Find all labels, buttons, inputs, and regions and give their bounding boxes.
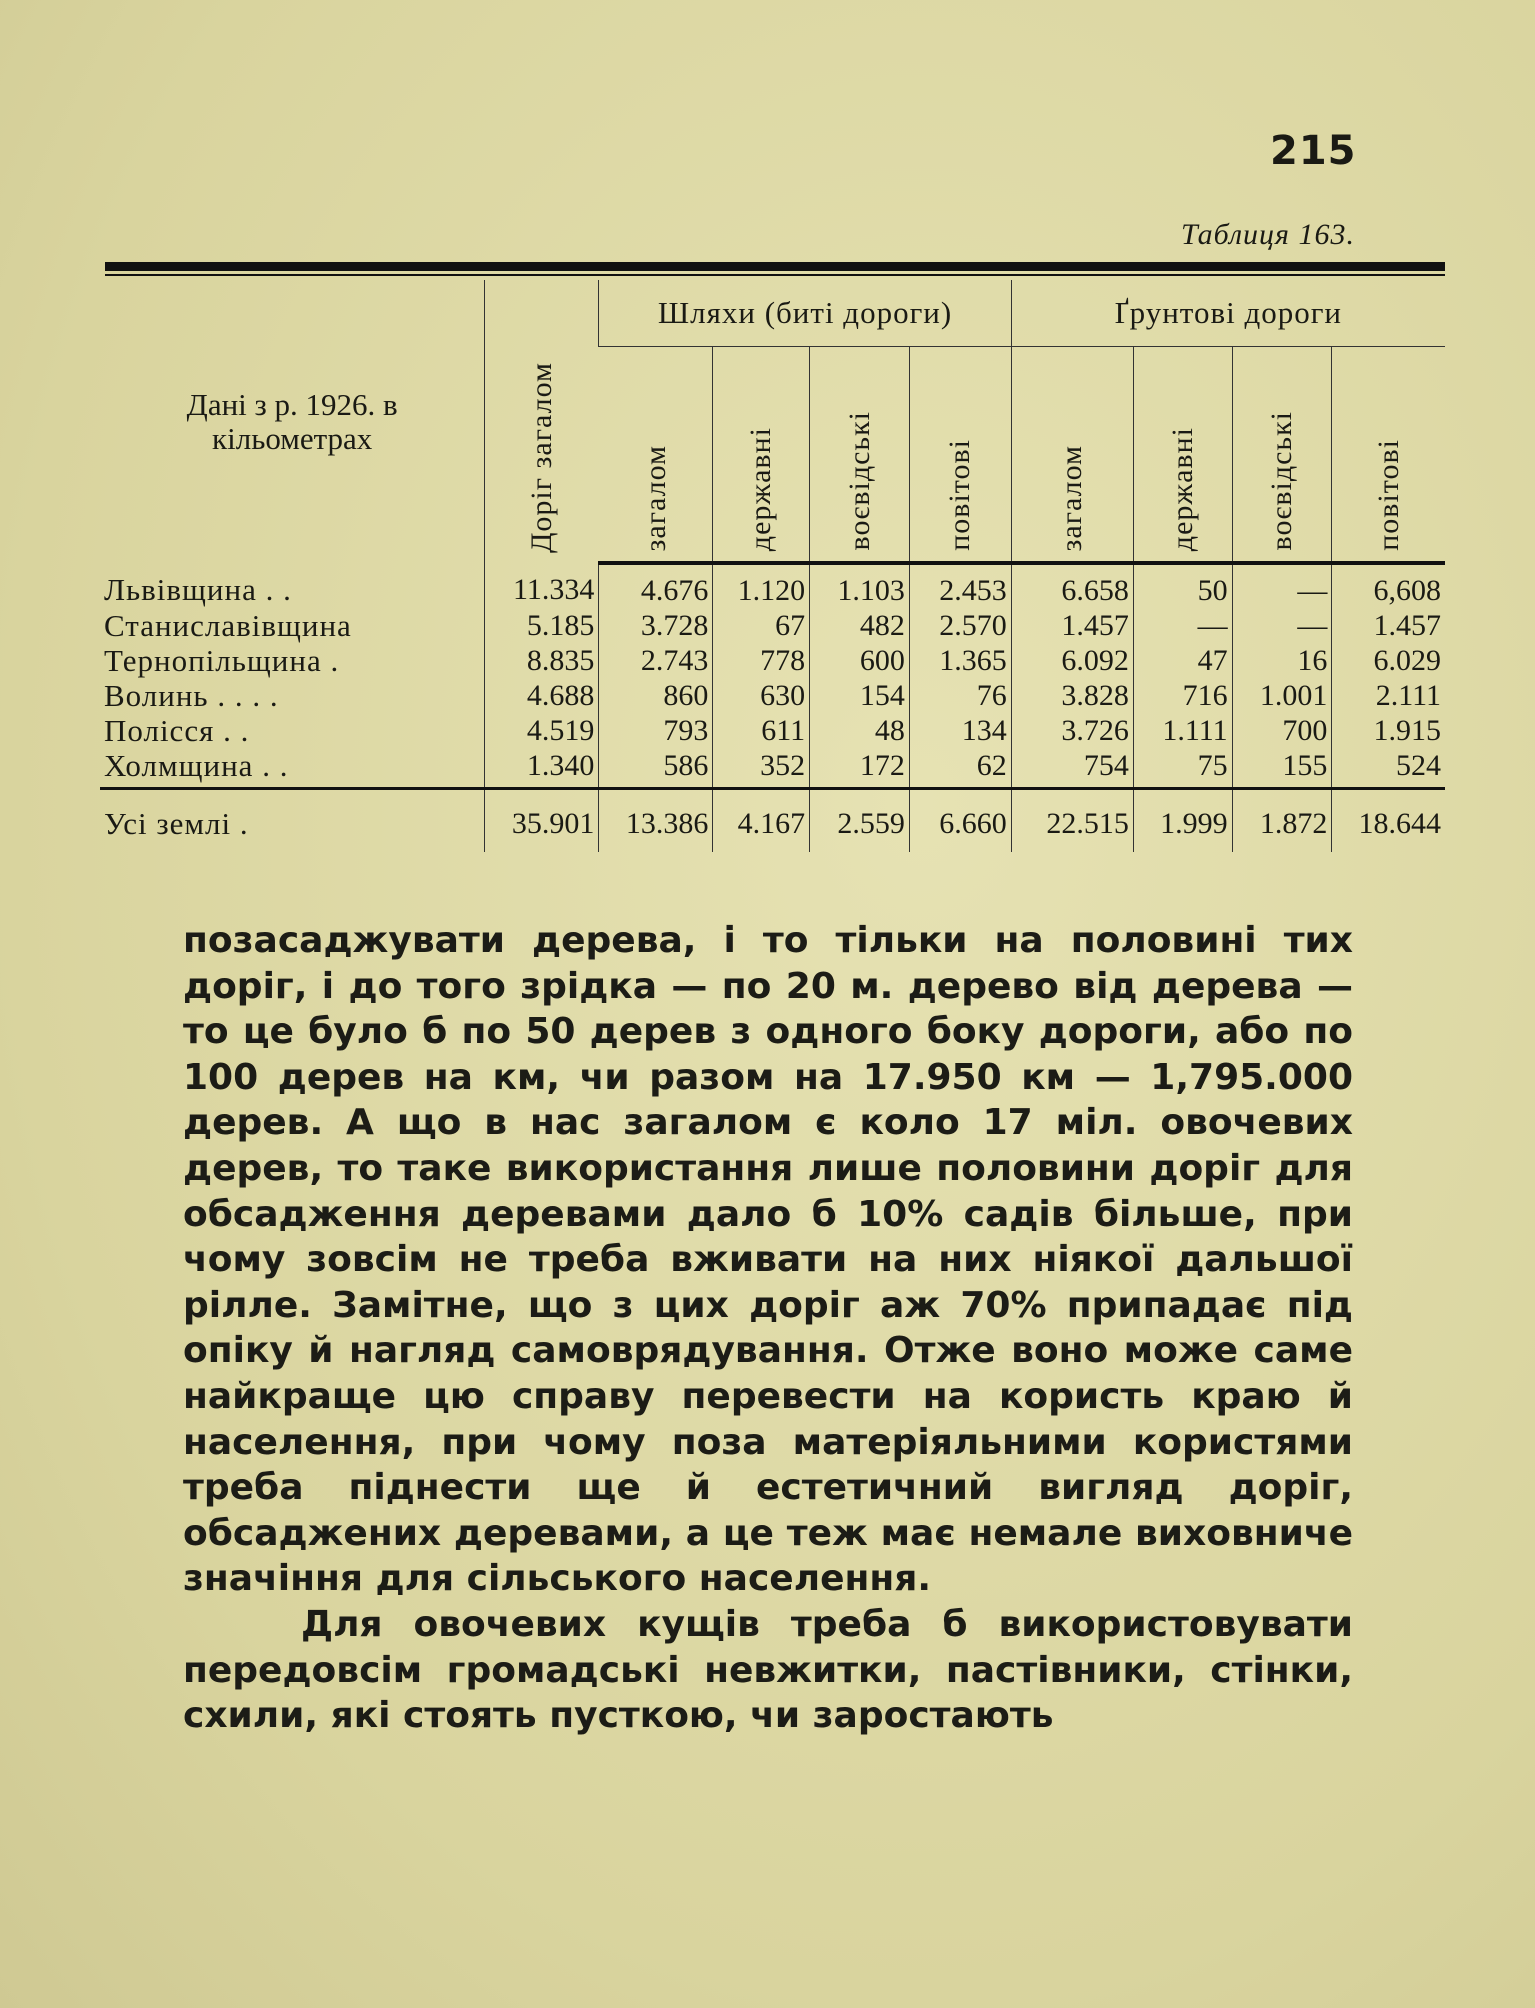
table-caption: Таблиця 163. <box>1181 218 1355 251</box>
table-cell: 482 <box>810 608 910 643</box>
table-cell: 586 <box>599 748 713 789</box>
total-column-label: Доріг загалом <box>524 361 558 553</box>
table-cell: — <box>1133 608 1232 643</box>
table-body <box>100 563 1445 789</box>
row-label <box>100 748 485 789</box>
table-header-row-1 <box>100 280 1445 347</box>
table-cell: 2.111 <box>1332 678 1445 713</box>
table-cell: 700 <box>1232 713 1332 748</box>
table-cell: 6.092 <box>1011 643 1133 678</box>
paragraph: позасаджувати дерева, і то тільки на половині тих доріг, і до того зрідка — по 20 м. дерево від дерева — то це було б по 50 дерев з одного боку дороги, або по 100 дерев на км, чи разом на 17.950 км — 1,795.000 дерев. А що в нас загалом є коло 17 міл. овочевих дерев, то таке використання лише половини доріг для обсадження деревами дало б 10% садів більше, при чому зовсім не треба вживати на них ніякої дальшої рілле. Замітне, що з цих доріг аж 70% припадає під опіку й нагляд самоврядування. Отже воно може саме найкраще цю справу перевести на користь краю й населення, при чому поза матеріяльними користями треба піднести ще й естетичний вигляд доріг, обсаджених деревами, а це теж має немале виховниче значіння для сільського населення. <box>183 920 1353 1600</box>
total-cell: 22.515 <box>1011 789 1133 853</box>
table-cell: 75 <box>1133 748 1232 789</box>
table-cell: 3.726 <box>1011 713 1133 748</box>
body-text <box>183 918 1353 1739</box>
table-cell: 2.570 <box>909 608 1011 643</box>
table-cell: 2.743 <box>599 643 713 678</box>
table-total-row <box>100 789 1445 853</box>
row-name: Холмщина <box>104 748 254 783</box>
table-cell: 5.185 <box>485 608 599 643</box>
table-cell: 600 <box>810 643 910 678</box>
table-row <box>100 643 1445 678</box>
total-cell: 13.386 <box>599 789 713 853</box>
subheader-label: державні <box>744 426 778 551</box>
row-name: Усі землі <box>104 806 232 841</box>
table-cell: 1.001 <box>1232 678 1332 713</box>
paved-subheader-voivodeship <box>810 347 910 564</box>
table-cell: 1.457 <box>1332 608 1445 643</box>
table-top-rule <box>105 262 1445 271</box>
table-cell: 524 <box>1332 748 1445 789</box>
subheader-label: воєвідські <box>842 411 876 551</box>
table-cell: 793 <box>599 713 713 748</box>
subheader-label: воєвідські <box>1265 411 1299 551</box>
table-cell: 1.340 <box>485 748 599 789</box>
row-name: Львівщина <box>104 572 257 607</box>
table-cell: 4.688 <box>485 678 599 713</box>
table-cell: 62 <box>909 748 1011 789</box>
table-cell: 4.676 <box>599 563 713 608</box>
total-cell: 4.167 <box>713 789 810 853</box>
table-cell: 754 <box>1011 748 1133 789</box>
table-cell: 1.365 <box>909 643 1011 678</box>
dirt-subheader-total <box>1011 347 1133 564</box>
table-cell: 16 <box>1232 643 1332 678</box>
table-cell: 6.658 <box>1011 563 1133 608</box>
row-leader-dots: . . <box>223 713 250 748</box>
row-label <box>100 608 485 643</box>
total-cell: 2.559 <box>810 789 910 853</box>
dirt-subheader-county <box>1332 347 1445 564</box>
table-cell: 8.835 <box>485 643 599 678</box>
table-row <box>100 748 1445 789</box>
road-statistics-table <box>100 280 1445 852</box>
paved-subheader-total <box>599 347 713 564</box>
row-label <box>100 563 485 608</box>
table-cell: — <box>1232 608 1332 643</box>
row-label <box>100 678 485 713</box>
dirt-subheader-voivodeship <box>1232 347 1332 564</box>
table-cell: 2.453 <box>909 563 1011 608</box>
row-name: Полісся <box>104 713 215 748</box>
subheader-label: загалом <box>638 444 672 551</box>
table-cell: 860 <box>599 678 713 713</box>
subheader-label: повітові <box>943 439 977 551</box>
total-cell: 18.644 <box>1332 789 1445 853</box>
total-cell: 1.999 <box>1133 789 1232 853</box>
total-row-label <box>100 789 485 853</box>
paved-subheader-state <box>713 347 810 564</box>
table-cell: 6.029 <box>1332 643 1445 678</box>
table-cell: 4.519 <box>485 713 599 748</box>
table-cell: 1.103 <box>810 563 910 608</box>
table-cell: 778 <box>713 643 810 678</box>
table-cell: 47 <box>1133 643 1232 678</box>
page-number: 215 <box>1270 128 1357 174</box>
row-label <box>100 713 485 748</box>
total-cell: 6.660 <box>909 789 1011 853</box>
table-cell: 172 <box>810 748 910 789</box>
table-cell: — <box>1232 563 1332 608</box>
table-cell: 48 <box>810 713 910 748</box>
row-leader-dots: . . <box>265 572 292 607</box>
row-leader-dots: . <box>239 806 249 841</box>
subheader-label: державні <box>1165 426 1199 551</box>
table-cell: 50 <box>1133 563 1232 608</box>
table-cell: 134 <box>909 713 1011 748</box>
table-cell: 3.828 <box>1011 678 1133 713</box>
table-cell: 11.334 <box>485 563 599 608</box>
dirt-roads-header: Ґрунтові дороги <box>1011 280 1445 347</box>
row-label <box>100 643 485 678</box>
row-name: Тернопільщина <box>104 643 322 678</box>
table-cell: 1.111 <box>1133 713 1232 748</box>
row-leader-dots: . . <box>262 748 289 783</box>
table-row <box>100 608 1445 643</box>
table-cell: 154 <box>810 678 910 713</box>
table-cell: 155 <box>1232 748 1332 789</box>
row-label-header: Дані з р. 1926. в кільометрах <box>186 386 398 456</box>
subheader-label: загалом <box>1055 444 1089 551</box>
table-cell: 630 <box>713 678 810 713</box>
table-row <box>100 563 1445 608</box>
subheader-label: повітові <box>1371 439 1405 551</box>
row-leader-dots: . <box>330 643 340 678</box>
paragraph: Для овочевих кущів треба б використовувати передовсім громадські невжитки, пастівники, стінки, схили, які стоять пусткою, чи заростають <box>183 1603 1353 1737</box>
row-leader-dots: . . . . <box>217 678 279 713</box>
dirt-subheader-state <box>1133 347 1232 564</box>
paved-subheader-county <box>909 347 1011 564</box>
row-name: Волинь <box>104 678 209 713</box>
table-cell: 3.728 <box>599 608 713 643</box>
total-cell: 35.901 <box>485 789 599 853</box>
table-cell: 352 <box>713 748 810 789</box>
row-name: Станиславівщина <box>104 608 352 643</box>
total-column-header <box>485 280 599 563</box>
table-cell: 716 <box>1133 678 1232 713</box>
table-row <box>100 713 1445 748</box>
table-cell: 76 <box>909 678 1011 713</box>
total-cell: 1.872 <box>1232 789 1332 853</box>
table-cell: 67 <box>713 608 810 643</box>
table-cell: 1.120 <box>713 563 810 608</box>
table-row <box>100 678 1445 713</box>
table-cell: 611 <box>713 713 810 748</box>
paved-roads-header: Шляхи (биті дороги) <box>599 280 1011 347</box>
table-top-rule-thin <box>105 274 1445 276</box>
table-cell: 6,608 <box>1332 563 1445 608</box>
table-cell: 1.457 <box>1011 608 1133 643</box>
table-cell: 1.915 <box>1332 713 1445 748</box>
